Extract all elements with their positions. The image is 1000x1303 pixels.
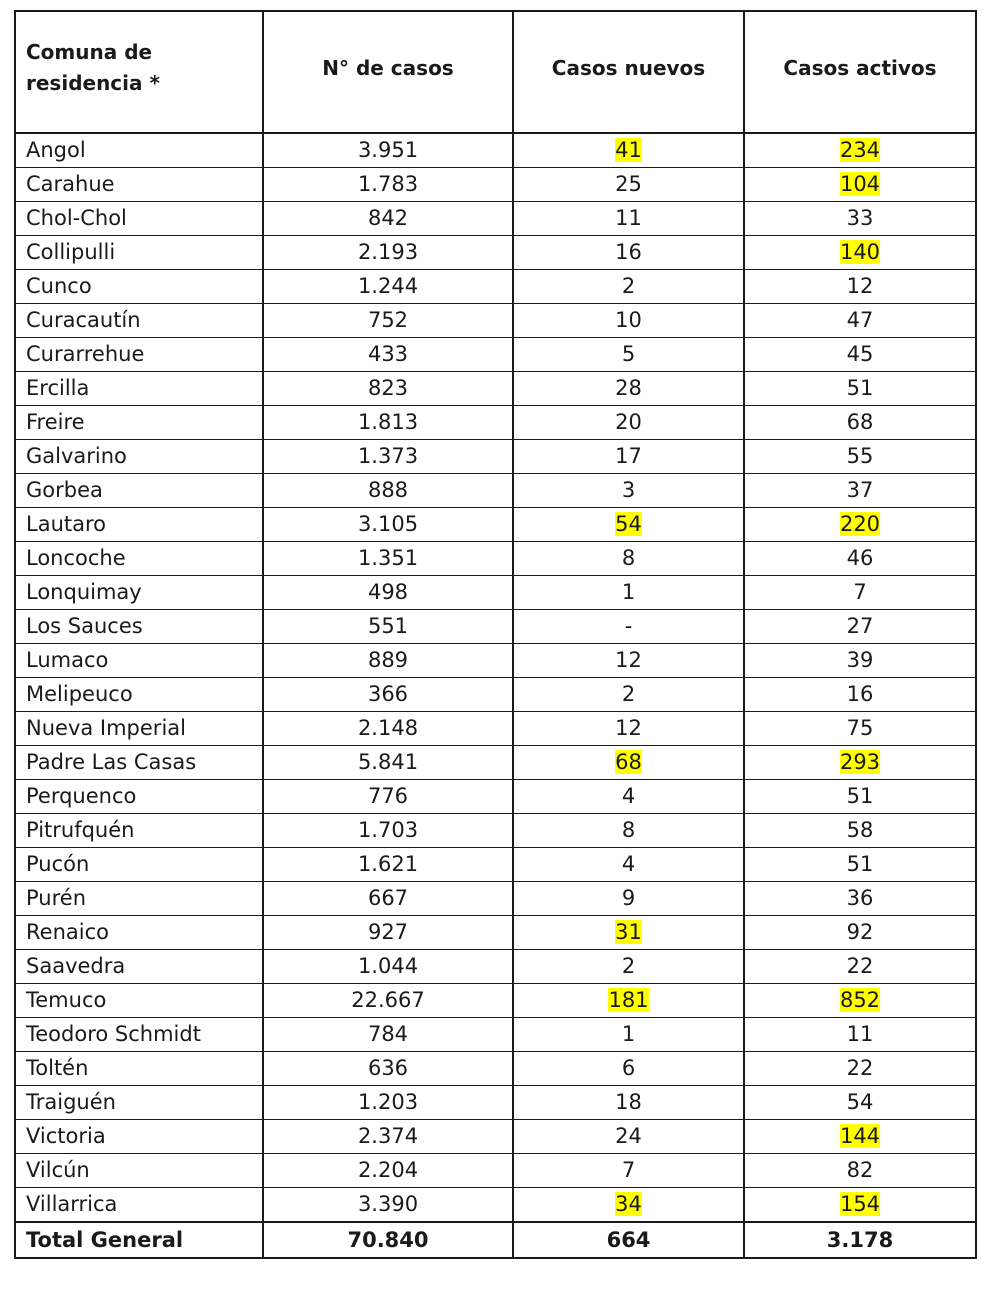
- nuevos-value: 41: [615, 138, 642, 162]
- nuevos-value: 28: [615, 376, 642, 400]
- casos-cell: 1.813: [263, 406, 513, 440]
- comuna-cell: Angol: [15, 133, 263, 168]
- comuna-cell: Freire: [15, 406, 263, 440]
- casos-cell: 2.148: [263, 712, 513, 746]
- nuevos-cell: [513, 474, 744, 508]
- casos-cell: 636: [263, 1052, 513, 1086]
- table-row: [15, 474, 976, 508]
- casos-cell: 784: [263, 1018, 513, 1052]
- comuna-cell: Ercilla: [15, 372, 263, 406]
- activos-value: 140: [839, 240, 881, 264]
- nuevos-cell: [513, 508, 744, 542]
- table-row: [15, 882, 976, 916]
- activos-cell: [744, 1052, 976, 1086]
- casos-cell: 1.244: [263, 270, 513, 304]
- casos-cell: 5.841: [263, 746, 513, 780]
- nuevos-value: 10: [615, 308, 642, 332]
- comuna-cell: Renaico: [15, 916, 263, 950]
- comuna-cell: Pucón: [15, 848, 263, 882]
- comuna-cell: Gorbea: [15, 474, 263, 508]
- table-row: [15, 712, 976, 746]
- nuevos-value: 9: [621, 886, 636, 910]
- table-row: [15, 338, 976, 372]
- nuevos-value: 68: [615, 750, 642, 774]
- nuevos-cell: [513, 746, 744, 780]
- activos-value: 852: [839, 988, 881, 1012]
- activos-cell: [744, 712, 976, 746]
- comuna-cell: Teodoro Schmidt: [15, 1018, 263, 1052]
- casos-cell: 927: [263, 916, 513, 950]
- comuna-cell: Temuco: [15, 984, 263, 1018]
- table-row: [15, 1120, 976, 1154]
- casos-cell: 433: [263, 338, 513, 372]
- table-row: [15, 678, 976, 712]
- activos-value: 16: [846, 682, 874, 706]
- activos-cell: [744, 474, 976, 508]
- table-row: [15, 440, 976, 474]
- nuevos-value: 4: [621, 852, 636, 876]
- casos-cell: 1.703: [263, 814, 513, 848]
- comuna-cell: Loncoche: [15, 542, 263, 576]
- activos-cell: [744, 202, 976, 236]
- nuevos-cell: [513, 304, 744, 338]
- nuevos-cell: [513, 678, 744, 712]
- comuna-cell: Lautaro: [15, 508, 263, 542]
- activos-value: 33: [846, 206, 874, 230]
- comuna-cell: Pitrufquén: [15, 814, 263, 848]
- activos-value: 51: [846, 852, 874, 876]
- table-row: [15, 270, 976, 304]
- table-row: [15, 984, 976, 1018]
- table-row: [15, 236, 976, 270]
- header-comuna: Comuna de residencia *: [15, 11, 263, 133]
- casos-cell: 1.621: [263, 848, 513, 882]
- comuna-cell: Curacautín: [15, 304, 263, 338]
- nuevos-value: 7: [621, 1158, 636, 1182]
- nuevos-cell: [513, 848, 744, 882]
- comuna-cell: Lumaco: [15, 644, 263, 678]
- table-row: [15, 814, 976, 848]
- table-body: [15, 133, 976, 1222]
- activos-cell: [744, 644, 976, 678]
- activos-value: 45: [846, 342, 874, 366]
- table-row: [15, 304, 976, 338]
- nuevos-value: 34: [615, 1192, 642, 1216]
- comuna-cell: Saavedra: [15, 950, 263, 984]
- nuevos-value: 20: [615, 410, 642, 434]
- comuna-cell: Perquenco: [15, 780, 263, 814]
- activos-value: 36: [846, 886, 874, 910]
- nuevos-cell: [513, 882, 744, 916]
- activos-cell: [744, 984, 976, 1018]
- comuna-cell: Cunco: [15, 270, 263, 304]
- activos-cell: [744, 576, 976, 610]
- casos-cell: 888: [263, 474, 513, 508]
- comuna-cell: Galvarino: [15, 440, 263, 474]
- nuevos-cell: [513, 270, 744, 304]
- nuevos-value: 2: [621, 274, 636, 298]
- nuevos-value: 8: [621, 546, 636, 570]
- nuevos-value: 11: [615, 206, 642, 230]
- activos-cell: [744, 270, 976, 304]
- nuevos-value: 2: [621, 682, 636, 706]
- nuevos-cell: [513, 236, 744, 270]
- activos-cell: [744, 780, 976, 814]
- cases-table: [14, 10, 977, 1259]
- comuna-cell: Lonquimay: [15, 576, 263, 610]
- total-casos: 70.840: [263, 1222, 513, 1258]
- activos-cell: [744, 1018, 976, 1052]
- nuevos-cell: [513, 950, 744, 984]
- activos-cell: [744, 916, 976, 950]
- activos-value: 82: [846, 1158, 874, 1182]
- casos-cell: 2.204: [263, 1154, 513, 1188]
- activos-value: 22: [846, 954, 874, 978]
- nuevos-cell: [513, 984, 744, 1018]
- nuevos-cell: [513, 440, 744, 474]
- activos-cell: [744, 1120, 976, 1154]
- nuevos-value: 18: [615, 1090, 642, 1114]
- activos-cell: [744, 882, 976, 916]
- casos-cell: 1.203: [263, 1086, 513, 1120]
- comuna-cell: Los Sauces: [15, 610, 263, 644]
- activos-cell: [744, 236, 976, 270]
- casos-cell: 1.044: [263, 950, 513, 984]
- casos-cell: 752: [263, 304, 513, 338]
- table-row: [15, 542, 976, 576]
- table-row: [15, 916, 976, 950]
- nuevos-value: -: [624, 614, 633, 638]
- nuevos-value: 16: [615, 240, 642, 264]
- activos-value: 37: [846, 478, 874, 502]
- nuevos-value: 2: [621, 954, 636, 978]
- activos-cell: [744, 678, 976, 712]
- table-header: [15, 11, 976, 133]
- casos-cell: 3.951: [263, 133, 513, 168]
- casos-cell: 2.374: [263, 1120, 513, 1154]
- nuevos-cell: [513, 1052, 744, 1086]
- casos-cell: 3.105: [263, 508, 513, 542]
- nuevos-cell: [513, 406, 744, 440]
- nuevos-cell: [513, 202, 744, 236]
- activos-value: 104: [839, 172, 881, 196]
- total-row: [15, 1222, 976, 1258]
- nuevos-value: 181: [608, 988, 649, 1012]
- nuevos-value: 1: [621, 580, 636, 604]
- activos-cell: [744, 1154, 976, 1188]
- activos-value: 58: [846, 818, 874, 842]
- activos-cell: [744, 746, 976, 780]
- nuevos-cell: [513, 644, 744, 678]
- header-casos: N° de casos: [263, 11, 513, 133]
- total-nuevos: 664: [513, 1222, 744, 1258]
- table-row: [15, 168, 976, 202]
- activos-value: 51: [846, 784, 874, 808]
- comuna-cell: Nueva Imperial: [15, 712, 263, 746]
- nuevos-cell: [513, 916, 744, 950]
- nuevos-cell: [513, 1086, 744, 1120]
- comuna-cell: Toltén: [15, 1052, 263, 1086]
- activos-cell: [744, 304, 976, 338]
- nuevos-value: 12: [615, 716, 642, 740]
- table-row: [15, 406, 976, 440]
- activos-cell: [744, 440, 976, 474]
- nuevos-value: 25: [615, 172, 642, 196]
- activos-value: 27: [846, 614, 874, 638]
- comuna-cell: Curarrehue: [15, 338, 263, 372]
- activos-value: 22: [846, 1056, 874, 1080]
- table-row: [15, 1018, 976, 1052]
- activos-value: 11: [846, 1022, 874, 1046]
- nuevos-value: 4: [621, 784, 636, 808]
- casos-cell: 1.783: [263, 168, 513, 202]
- casos-cell: 667: [263, 882, 513, 916]
- nuevos-cell: [513, 338, 744, 372]
- casos-cell: 3.390: [263, 1188, 513, 1223]
- nuevos-value: 24: [615, 1124, 642, 1148]
- activos-value: 46: [846, 546, 874, 570]
- comuna-cell: Melipeuco: [15, 678, 263, 712]
- activos-cell: [744, 1188, 976, 1223]
- table-row: [15, 1052, 976, 1086]
- nuevos-cell: [513, 1154, 744, 1188]
- header-row: [15, 11, 976, 133]
- nuevos-value: 17: [615, 444, 642, 468]
- activos-cell: [744, 168, 976, 202]
- activos-cell: [744, 1086, 976, 1120]
- activos-cell: [744, 610, 976, 644]
- nuevos-value: 3: [621, 478, 636, 502]
- casos-cell: 1.351: [263, 542, 513, 576]
- casos-cell: 776: [263, 780, 513, 814]
- activos-value: 54: [846, 1090, 874, 1114]
- casos-cell: 498: [263, 576, 513, 610]
- activos-cell: [744, 338, 976, 372]
- total-activos: 3.178: [744, 1222, 976, 1258]
- table-row: [15, 372, 976, 406]
- nuevos-cell: [513, 168, 744, 202]
- activos-value: 75: [846, 716, 874, 740]
- table-row: [15, 202, 976, 236]
- activos-value: 12: [846, 274, 874, 298]
- table-row: [15, 780, 976, 814]
- activos-value: 7: [853, 580, 867, 604]
- activos-cell: [744, 542, 976, 576]
- table-row: [15, 950, 976, 984]
- table-footer: [15, 1222, 976, 1258]
- table-row: [15, 1154, 976, 1188]
- nuevos-value: 8: [621, 818, 636, 842]
- activos-value: 47: [846, 308, 874, 332]
- header-nuevos: Casos nuevos: [513, 11, 744, 133]
- nuevos-cell: [513, 133, 744, 168]
- activos-value: 293: [839, 750, 881, 774]
- activos-value: 92: [846, 920, 874, 944]
- nuevos-value: 5: [621, 342, 636, 366]
- comuna-cell: Vilcún: [15, 1154, 263, 1188]
- activos-value: 55: [846, 444, 874, 468]
- activos-cell: [744, 372, 976, 406]
- activos-value: 51: [846, 376, 874, 400]
- casos-cell: 22.667: [263, 984, 513, 1018]
- nuevos-cell: [513, 780, 744, 814]
- casos-cell: 842: [263, 202, 513, 236]
- nuevos-cell: [513, 712, 744, 746]
- comuna-cell: Villarrica: [15, 1188, 263, 1223]
- activos-value: 39: [846, 648, 874, 672]
- table-row: [15, 848, 976, 882]
- activos-cell: [744, 406, 976, 440]
- nuevos-value: 54: [615, 512, 642, 536]
- table-row: [15, 576, 976, 610]
- nuevos-cell: [513, 1018, 744, 1052]
- casos-cell: 551: [263, 610, 513, 644]
- nuevos-cell: [513, 1120, 744, 1154]
- activos-cell: [744, 848, 976, 882]
- table-row: [15, 1086, 976, 1120]
- activos-cell: [744, 508, 976, 542]
- activos-cell: [744, 814, 976, 848]
- casos-cell: 823: [263, 372, 513, 406]
- table-row: [15, 508, 976, 542]
- comuna-cell: Victoria: [15, 1120, 263, 1154]
- table-row: [15, 610, 976, 644]
- nuevos-cell: [513, 610, 744, 644]
- activos-value: 220: [839, 512, 881, 536]
- table-row: [15, 746, 976, 780]
- activos-value: 144: [839, 1124, 881, 1148]
- comuna-cell: Collipulli: [15, 236, 263, 270]
- comuna-cell: Padre Las Casas: [15, 746, 263, 780]
- nuevos-value: 31: [615, 920, 642, 944]
- table-row: [15, 133, 976, 168]
- comuna-cell: Purén: [15, 882, 263, 916]
- nuevos-cell: [513, 542, 744, 576]
- header-activos: Casos activos: [744, 11, 976, 133]
- casos-cell: 1.373: [263, 440, 513, 474]
- nuevos-value: 6: [621, 1056, 636, 1080]
- activos-cell: [744, 950, 976, 984]
- casos-cell: 366: [263, 678, 513, 712]
- casos-cell: 889: [263, 644, 513, 678]
- activos-value: 154: [839, 1192, 881, 1216]
- comuna-cell: Carahue: [15, 168, 263, 202]
- table-row: [15, 644, 976, 678]
- table-row: [15, 1188, 976, 1223]
- nuevos-value: 1: [621, 1022, 636, 1046]
- comuna-cell: Chol-Chol: [15, 202, 263, 236]
- nuevos-value: 12: [615, 648, 642, 672]
- activos-value: 234: [839, 138, 881, 162]
- nuevos-cell: [513, 814, 744, 848]
- comuna-cell: Traiguén: [15, 1086, 263, 1120]
- total-label: Total General: [15, 1222, 263, 1258]
- activos-value: 68: [846, 410, 874, 434]
- casos-cell: 2.193: [263, 236, 513, 270]
- activos-cell: [744, 133, 976, 168]
- nuevos-cell: [513, 1188, 744, 1223]
- nuevos-cell: [513, 372, 744, 406]
- nuevos-cell: [513, 576, 744, 610]
